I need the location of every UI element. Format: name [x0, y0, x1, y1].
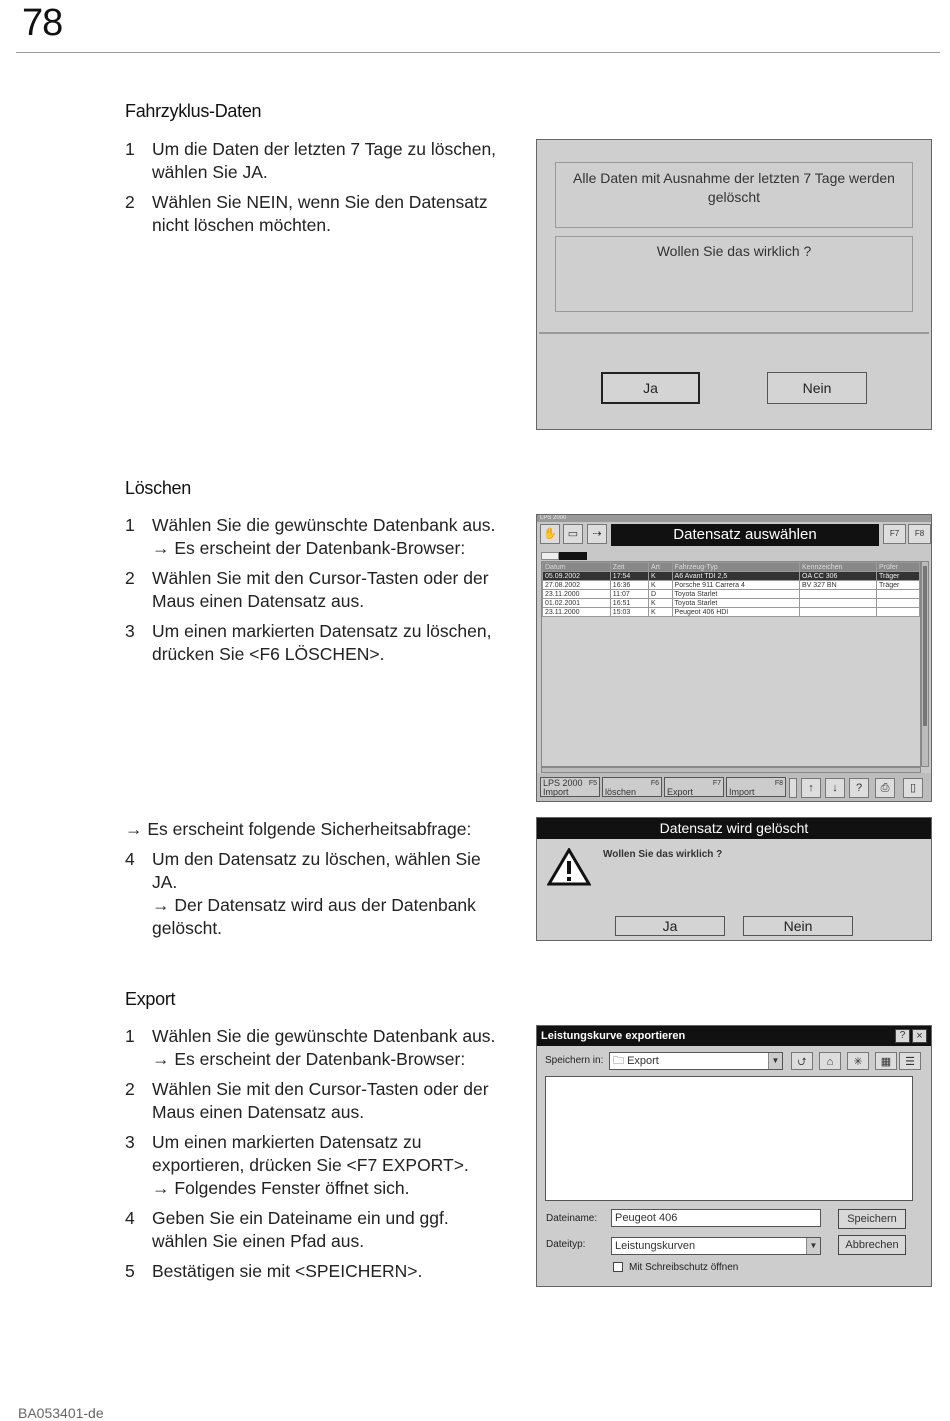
table-row[interactable]: 01.02.2001 16:51 K Toyota Starlet: [543, 599, 920, 608]
chevron-down-icon[interactable]: ▼: [768, 1053, 782, 1069]
section-title-export: Export: [125, 989, 176, 1009]
close-button[interactable]: ×: [912, 1029, 927, 1043]
step-3: 3 Um einen markierten Datensatz zu exportieren, drücken Sie <F7 EXPORT>. → Folgendes Fenster öffnet sich.: [125, 1132, 469, 1198]
arrow-up-icon[interactable]: ↑: [801, 778, 821, 798]
list-view-icon[interactable]: ▦: [875, 1052, 897, 1070]
fkey-export[interactable]: Export F7: [664, 777, 724, 797]
tab-2[interactable]: [559, 552, 587, 560]
print-icon[interactable]: ⎙: [875, 778, 895, 798]
help-button[interactable]: ?: [895, 1029, 910, 1043]
dialog-question: Wollen Sie das wirklich ?: [555, 236, 913, 312]
step-4: 4 Geben Sie ein Dateiname ein und ggf. wählen Sie einen Pfad aus.: [125, 1208, 449, 1251]
save-in-label: Speichern in:: [545, 1055, 604, 1066]
function-key-bar: [537, 773, 931, 802]
cancel-button[interactable]: Abbrechen: [838, 1235, 906, 1255]
col-datum[interactable]: Datum: [543, 563, 611, 572]
save-in-dropdown[interactable]: 🗀 Export ▼: [609, 1052, 783, 1070]
section-title-loeschen: Löschen: [125, 478, 191, 498]
save-button[interactable]: Speichern: [838, 1209, 906, 1229]
exit-icon[interactable]: ▯: [903, 778, 923, 798]
separator-icon: [789, 778, 797, 798]
car-icon[interactable]: ⇢: [587, 524, 607, 544]
scrollbar-thumb[interactable]: [923, 566, 927, 726]
steps-loeschen: [125, 514, 520, 673]
file-list[interactable]: [545, 1076, 913, 1201]
no-button[interactable]: Nein: [743, 916, 853, 936]
records-table: [542, 562, 920, 617]
col-kennzeichen[interactable]: Kennzeichen: [800, 563, 877, 572]
f8-icon[interactable]: F8: [908, 524, 931, 544]
up-folder-icon[interactable]: ⮍: [791, 1052, 813, 1070]
dialog-title: Datensatz wird gelöscht: [537, 818, 931, 839]
filetype-label: Dateityp:: [546, 1239, 586, 1250]
note-safety-prompt: → Es erscheint folgende Sicherheitsabfrage:: [125, 819, 472, 839]
step-5: 5 Bestätigen sie mit <SPEICHERN>.: [125, 1261, 423, 1281]
table-row[interactable]: 23.11.2000 15:03 K Peugeot 406 HDI: [543, 608, 920, 617]
export-dialog: [536, 1025, 932, 1287]
f7-icon[interactable]: F7: [883, 524, 906, 544]
step-3: 3 Um einen markierten Datensatz zu löschen, drücken Sie <F6 LÖSCHEN>.: [125, 621, 492, 664]
folder-icon: 🗀: [613, 1055, 624, 1067]
engine-icon[interactable]: ▭: [563, 524, 583, 544]
table-row-selected[interactable]: 05.09.2002 17:54 K A6 Avant TDI 2,5 OA CC 306 Träger: [543, 572, 920, 581]
page-number: 78: [22, 2, 63, 44]
no-button[interactable]: Nein: [767, 372, 867, 404]
filename-input[interactable]: Peugeot 406: [611, 1209, 821, 1227]
step-1: 1 Wählen Sie die gewünschte Datenbank aus. → Es erscheint der Datenbank-Browser:: [125, 515, 496, 558]
database-browser-screen: [536, 514, 932, 802]
export-dialog-title: Leistungskurve exportieren: [537, 1026, 931, 1046]
warning-icon: [547, 848, 591, 886]
step-1: 1 Wählen Sie die gewünschte Datenbank aus. → Es erscheint der Datenbank-Browser:: [125, 1026, 496, 1069]
filename-label: Dateiname:: [546, 1213, 598, 1224]
header-rule: [16, 52, 940, 53]
new-folder-icon[interactable]: ✳: [847, 1052, 869, 1070]
arrow-down-icon[interactable]: ↓: [825, 778, 845, 798]
steps-fahrzyklus: [125, 138, 520, 244]
col-zeit[interactable]: Zeit: [610, 563, 648, 572]
fkey-lps-import[interactable]: LPS 2000 Import F5: [540, 777, 600, 797]
step-4: 4 Um den Datensatz zu löschen, wählen Sie JA. → Der Datensatz wird aus der Datenbank gelöscht.: [125, 849, 481, 938]
steps-export: [125, 1025, 520, 1290]
table-row[interactable]: 23.11.2000 11:07 D Toyota Starlet: [543, 590, 920, 599]
app-titlebar: LPS 2000: [537, 515, 931, 522]
steps-loeschen-confirm: [125, 818, 520, 947]
details-view-icon[interactable]: ☰: [899, 1052, 921, 1070]
col-pruefer[interactable]: Prüfer: [877, 563, 920, 572]
dialog-question: Wollen Sie das wirklich ?: [603, 849, 723, 860]
browser-header: Datensatz auswählen: [611, 524, 879, 546]
chevron-down-icon[interactable]: ▼: [806, 1238, 820, 1254]
vertical-scrollbar[interactable]: [921, 561, 929, 767]
step-2: 2 Wählen Sie mit den Cursor-Tasten oder der Maus einen Datensatz aus.: [125, 568, 489, 611]
step-1: 1 Um die Daten der letzten 7 Tage zu löschen, wählen Sie JA.: [125, 139, 497, 182]
col-fahrzeug[interactable]: Fahrzeug-Typ: [672, 563, 799, 572]
divider: [539, 332, 929, 334]
yes-button[interactable]: Ja: [601, 372, 700, 404]
help-icon[interactable]: ?: [849, 778, 869, 798]
desktop-icon[interactable]: ⌂: [819, 1052, 841, 1070]
delete-record-dialog: [536, 817, 932, 941]
tab-1[interactable]: [541, 552, 559, 560]
table-row[interactable]: 27.08.2002 16:36 K Porsche 911 Carrera 4 BV 327 BN Träger: [543, 581, 920, 590]
yes-button[interactable]: Ja: [615, 916, 725, 936]
readonly-label: Mit Schreibschutz öffnen: [629, 1262, 739, 1273]
section-title-fahrzyklus: Fahrzyklus-Daten: [125, 101, 262, 121]
step-2: 2 Wählen Sie mit den Cursor-Tasten oder der Maus einen Datensatz aus.: [125, 1079, 489, 1122]
dialog-message: Alle Daten mit Ausnahme der letzten 7 Tage werden gelöscht: [555, 162, 913, 228]
document-code: BA053401-de: [18, 1405, 104, 1421]
step-2: 2 Wählen Sie NEIN, wenn Sie den Datensatz nicht löschen möchten.: [125, 192, 488, 235]
readonly-checkbox[interactable]: [613, 1262, 623, 1272]
filetype-dropdown[interactable]: Leistungskurven ▼: [611, 1237, 821, 1255]
hand-icon[interactable]: ✋: [540, 524, 560, 544]
delete-7days-dialog: [536, 139, 932, 430]
fkey-import[interactable]: Import F8: [726, 777, 786, 797]
fkey-loeschen[interactable]: löschen F6: [602, 777, 662, 797]
col-art[interactable]: Art: [648, 563, 672, 572]
records-table-area: [541, 561, 921, 767]
